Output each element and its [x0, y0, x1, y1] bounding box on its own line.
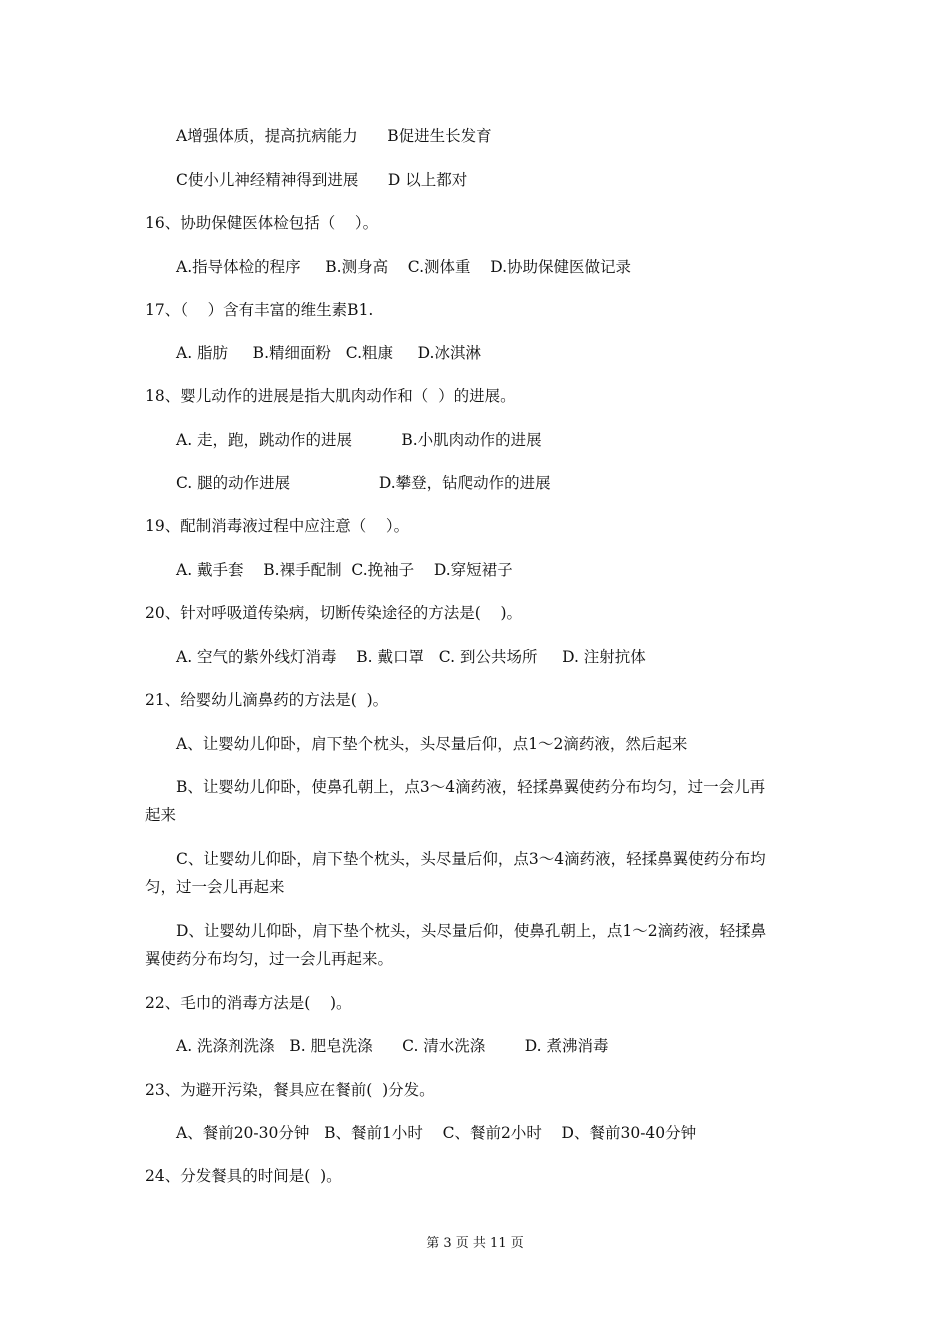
question-23: 23、为避开污染，餐具应在餐前( )分发。 — [145, 1081, 435, 1099]
option-21-d-cont: 翼使药分布均匀，过一会儿再起来。 — [145, 950, 394, 968]
options-23: A、餐前20-30分钟 B、餐前1小时 C、餐前2小时 D、餐前30-40分钟 — [176, 1124, 697, 1142]
question-20: 20、针对呼吸道传染病，切断传染途径的方法是( )。 — [145, 604, 523, 622]
question-16: 16、协助保健医体检包括（ ）。 — [145, 214, 379, 232]
options-17: A. 脂肪 B.精细面粉 C.粗康 D.冰淇淋 — [176, 344, 481, 362]
question-22: 22、毛巾的消毒方法是( )。 — [145, 994, 352, 1012]
option-21-b-cont: 起来 — [145, 806, 177, 824]
option-21-b: B、让婴幼儿仰卧，使鼻孔朝上，点3～4滴药液，轻揉鼻翼使药分布均匀，过一会儿再 — [176, 778, 766, 796]
question-19: 19、配制消毒液过程中应注意（ ）。 — [145, 517, 410, 535]
option-21-a: A、让婴幼儿仰卧，肩下垫个枕头，头尽量后仰，点1～2滴药液，然后起来 — [176, 735, 688, 753]
options-20: A. 空气的紫外线灯消毒 B. 戴口罩 C. 到公共场所 D. 注射抗体 — [176, 648, 646, 666]
question-18: 18、婴儿动作的进展是指大肌肉动作和（ ）的进展。 — [145, 387, 516, 405]
options-22: A. 洗涤剂洗涤 B. 肥皂洗涤 C. 清水洗涤 D. 煮沸消毒 — [176, 1037, 609, 1055]
options-19: A. 戴手套 B.裸手配制 C.挽袖子 D.穿短裙子 — [176, 561, 513, 579]
question-21: 21、给婴幼儿滴鼻药的方法是( )。 — [145, 691, 389, 709]
option-21-d: D、让婴幼儿仰卧，肩下垫个枕头，头尽量后仰，使鼻孔朝上，点1～2滴药液，轻揉鼻 — [176, 922, 767, 940]
option-line-15-cd: C使小儿神经精神得到进展 D 以上都对 — [176, 171, 468, 189]
option-line-15-ab: A增强体质，提高抗病能力 B促进生长发育 — [176, 127, 492, 145]
options-18-cd: C. 腿的动作进展 D.攀登，钻爬动作的进展 — [176, 474, 551, 492]
page-footer: 第 3 页 共 11 页 — [426, 1236, 524, 1251]
question-24: 24、分发餐具的时间是( )。 — [145, 1167, 342, 1185]
option-21-c-cont: 匀，过一会儿再起来 — [145, 878, 285, 896]
options-18-ab: A. 走，跑，跳动作的进展 B.小肌肉动作的进展 — [176, 431, 542, 449]
question-17: 17、（ ）含有丰富的维生素B1. — [145, 301, 374, 319]
option-21-c: C、让婴幼儿仰卧，肩下垫个枕头，头尽量后仰，点3～4滴药液，轻揉鼻翼使药分布均 — [176, 850, 766, 868]
options-16: A.指导体检的程序 B.测身高 C.测体重 D.协助保健医做记录 — [176, 258, 632, 276]
